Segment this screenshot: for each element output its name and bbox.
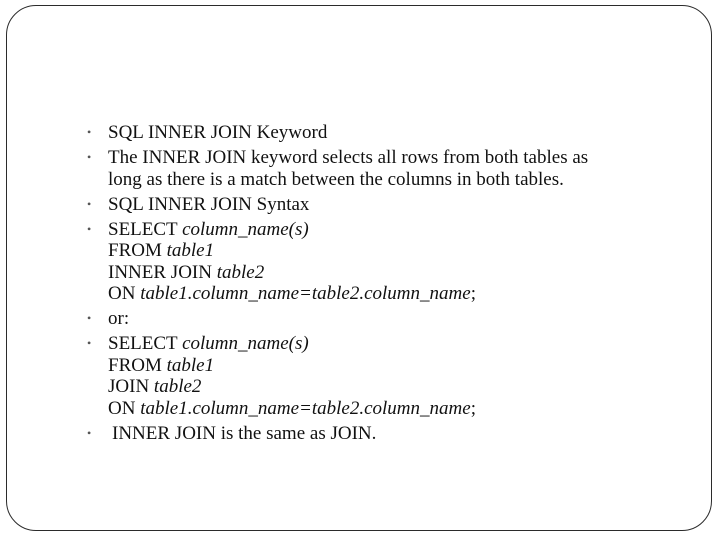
keyword: ON [108,397,141,419]
bullet-dot-icon: • [87,125,92,139]
slide-frame [6,5,712,531]
code-line-select [108,219,687,241]
keyword: INNER JOIN [108,261,217,283]
bullet-join-syntax [87,333,687,419]
code-line-from [108,355,687,377]
identifier: table2 [216,261,265,283]
bullet-syntax-heading [87,194,687,216]
identifier: table1.column_name=table2.column_name [140,397,471,419]
bullet-text: INNER JOIN is the same as JOIN. [112,422,377,444]
keyword: JOIN [108,376,154,397]
code-line-on [108,283,687,305]
bullet-text-line: long as there is a match between the columns in both tables. [108,168,564,190]
code-line-join [108,262,687,284]
punctuation: ; [470,283,476,304]
identifier: table2 [153,376,202,397]
bullet-dot-icon: • [87,311,92,325]
bullet-text-line: The INNER JOIN keyword selects all rows from both tables as [108,147,589,168]
bullet-same-as-join [87,423,687,445]
punctuation: ; [470,397,476,419]
keyword: SELECT [108,218,183,240]
bullet-dot-icon: • [87,196,92,211]
identifier: column_name(s) [182,333,309,354]
identifier: table1.column_name=table2.column_name [140,283,471,304]
keyword: SELECT [108,333,183,354]
keyword: FROM [108,354,167,376]
identifier: column_name(s) [182,218,309,240]
bullet-text: or: [108,308,130,329]
bullet-list [87,122,687,448]
code-line-select [108,333,687,355]
code-line-on [108,398,687,420]
code-line-join [108,376,687,398]
bullet-dot-icon: • [87,221,92,236]
keyword: FROM [108,240,167,261]
bullet-text: SQL INNER JOIN Syntax [108,193,310,215]
bullet-text: SQL INNER JOIN Keyword [108,122,328,143]
bullet-inner-join-syntax [87,219,687,305]
identifier: table1 [166,354,215,376]
bullet-dot-icon: • [87,425,92,440]
bullet-heading-inner-join [87,122,687,144]
identifier: table1 [166,240,215,261]
bullet-dot-icon: • [87,150,92,164]
code-line-from [108,240,687,262]
bullet-or [87,308,687,330]
keyword: ON [108,283,141,304]
bullet-dot-icon: • [87,336,92,350]
bullet-description [87,147,687,190]
